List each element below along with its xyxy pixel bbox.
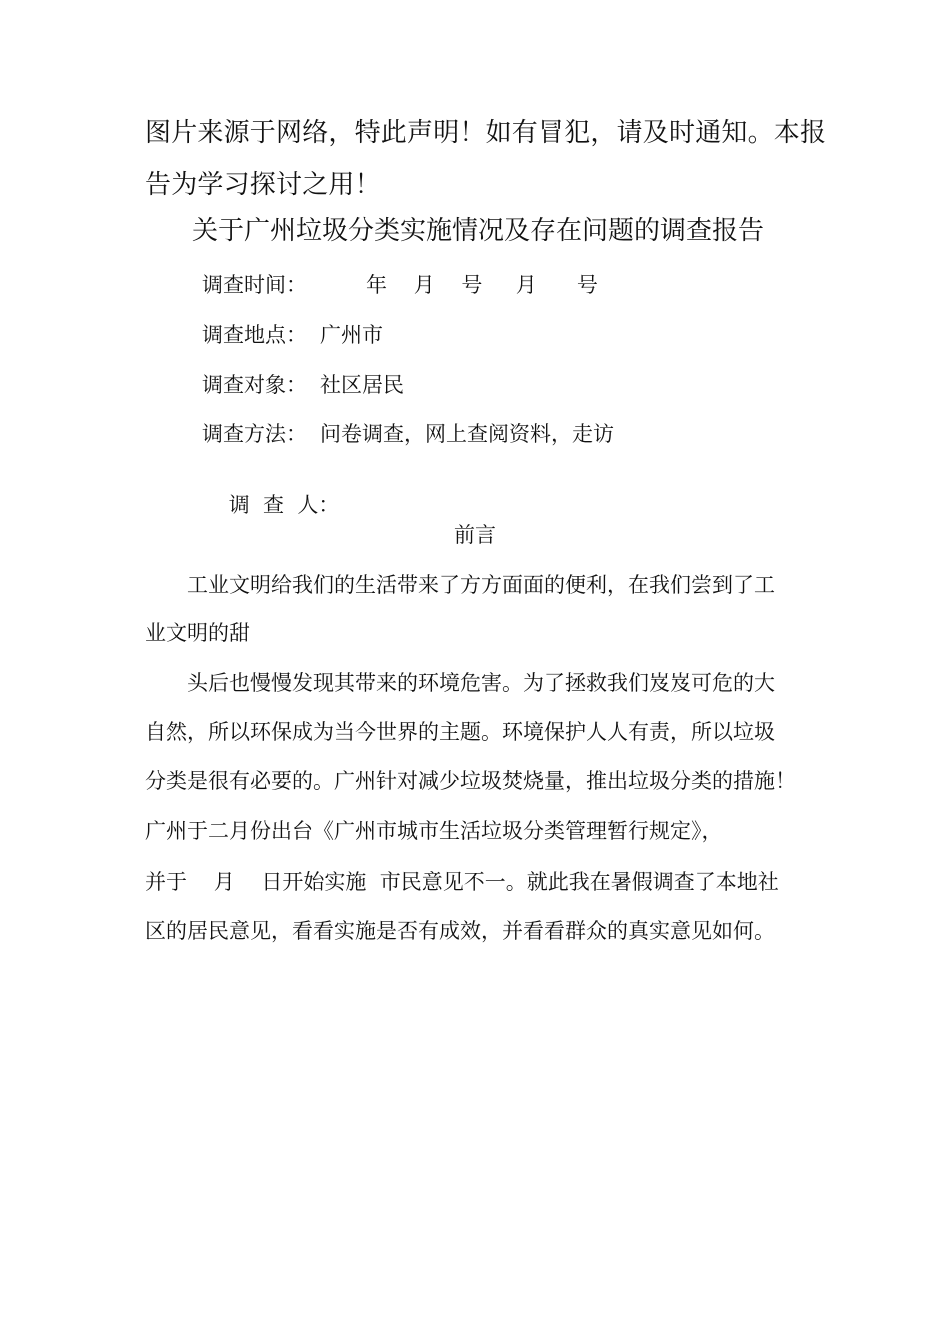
meta-time-row: [202, 275, 598, 296]
preface-p2-line-3: 分类是很有必要的。广州针对减少垃圾焚烧量，推出垃圾分类的措施！: [145, 769, 796, 793]
meta-place-label: 调查地点：: [202, 323, 307, 347]
report-title: 关于广州垃圾分类实施情况及存在问题的调查报告: [192, 216, 765, 246]
meta-method-row: [202, 424, 614, 445]
preface-p2-line-6: 区的居民意见，看看实施是否有成效，并看看群众的真实意见如何。: [145, 919, 775, 943]
preface-heading: 前言: [454, 523, 496, 547]
meta-person-label: 调 查 人：: [228, 493, 340, 517]
meta-method-label: 调查方法：: [202, 422, 307, 446]
meta-place-row: [202, 325, 383, 346]
preface-p2-line-2: 自然，所以环保成为当今世界的主题。环境保护人人有责，所以垃圾: [145, 720, 775, 744]
preface-p2-line-1: 头后也慢慢发现其带来的环境危害。为了拯救我们岌岌可危的大: [187, 671, 775, 695]
meta-object-label: 调查对象：: [202, 373, 307, 397]
disclaimer-line-2: 告为学习探讨之用！: [145, 170, 381, 200]
preface-p2-line-5: 并于 月 日开始实施 市民意见不一。就此我在暑假调查了本地社: [145, 870, 779, 894]
meta-time-value: 年 月 号 月 号: [366, 273, 598, 297]
preface-p1-line-2: 业文明的甜: [145, 621, 250, 645]
meta-object-row: [202, 375, 404, 396]
meta-object-value: 社区居民: [320, 373, 404, 397]
meta-time-label: 调查时间：: [202, 273, 307, 297]
meta-method-value: 问卷调查，网上查阅资料，走访: [320, 422, 614, 446]
preface-p2-line-4: 广州于二月份出台《广州市城市生活垃圾分类管理暂行规定》，: [145, 819, 723, 843]
preface-p1-line-1: 工业文明给我们的生活带来了方方面面的便利，在我们尝到了工: [187, 573, 775, 597]
disclaimer-line-1: 图片来源于网络，特此声明！如有冒犯，请及时通知。本报: [145, 118, 827, 148]
meta-place-value: 广州市: [320, 323, 383, 347]
